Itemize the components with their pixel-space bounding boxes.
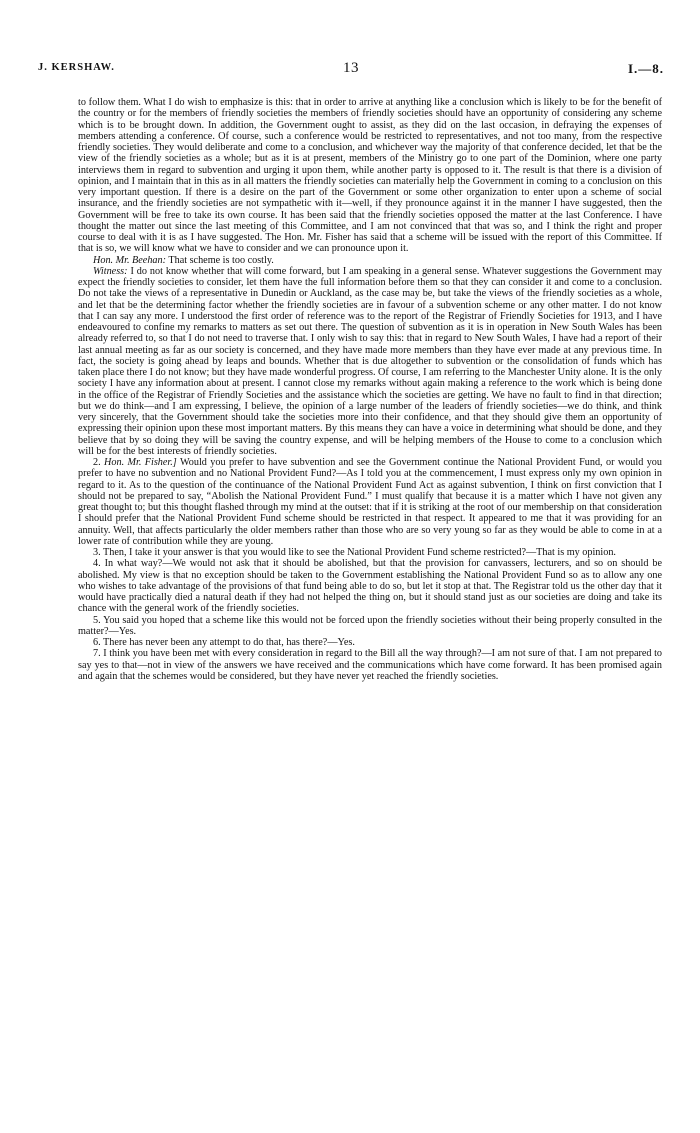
- page-body: [78, 97, 662, 682]
- question-7: 7. I think you have been met with every consideration in regard to the Bill all the way through?—I am not sure of that. I am not prepared to say yes to that—not in view of the answers we have received and the communications which have come forward. It has been promised again and again that the schemes would be considered, but they have never yet reached the friendly societies.: [78, 648, 663, 682]
- page-header: [38, 62, 664, 80]
- question-number: 2.: [93, 457, 101, 468]
- question-number: 4.: [93, 558, 101, 570]
- question-number: 3.: [93, 547, 101, 558]
- speaker-label: Hon. Mr. Beehan:: [93, 254, 166, 266]
- paragraph-witness: Witness: I do not know whether that will come forward, but I am speaking in a general sense. Whatever suggestions the Government may expect the friendly societies to consider, let them have the full information before them so that they can consider it and come to a conclusion. Do not take the views of a representative in Dunedin or Auckland, as the case may be, but take the views of the friendly societies as a whole, and let that be the determining factor whether the friendly societies are in favour of a subvention scheme or any other matter. I do not know that I can say any more. I understood the first order of reference was to the report of the Registrar of Friendly Societies for 1913, and I have endeavoured to confine my remarks to matters as set out there. The question of subvention as it is in operation in New South Wales has been already referred to, so that I do not need to traverse that. I only wish to say this: that in regard to New South Wales, I have had a report of their last annual meeting as far as our society is concerned, and they have made more members than they have ever made at any previous time. In fact, the society is going ahead by leaps and bounds. Whether that is due altogether to subvention or the consolidation of funds which has taken place there I do not know; but they have made wonderful progress. Of course, I am referring to the Manchester Unity alone. It is the only society I have any information about at present. I cannot close my remarks without again making a reference to the work which is being done in the office of the Registrar of Friendly Societies and the assistance which the societies are getting. We have no fault to find in that direction; but we do think—and I am expressing, I believe, the opinion of a large number of the leaders of friendly societies—we do think, and think very sincerely, that the Government should take the societies more into their confidence, and that they should give them an opportunity of expressing their opinion upon these most important matters. By this means they can have a voice in determining what should be done, and they believe that by so doing they will be saving the country expense, and will be helping members of the House to come to a conclusion which will be for the best interests of friendly societies.: [78, 265, 662, 457]
- page-number: 13: [343, 60, 359, 76]
- witness-name: J. KERSHAW.: [38, 62, 115, 73]
- question-number: 7.: [93, 648, 101, 660]
- question-4: 4. In what way?—We would not ask that it should be abolished, but that the provision for canvassers, lecturers, and so on should be abolished. My view is that no exception should be taken to the Government establishing the National Provident Fund so as to allow any one who wishes to take advantage of the provisions of that fund being able to do so, but let it stop at that. The Registrar told us the other day that it would have practically died a natural death if they had not helped the thing on, but it should stand just as our societies are doing and take its chance with the general work of the friendly societies.: [78, 558, 662, 615]
- question-5: 5. You said you hoped that a scheme like this would not be forced upon the friendly societies without their being properly consulted in the matter?—Yes.: [78, 614, 663, 637]
- question-6: 6. There has never been any attempt to do that, has there?—Yes.: [93, 637, 355, 648]
- paragraph-interjection: Hon. Mr. Beehan: That scheme is too costly.: [93, 254, 274, 266]
- document-reference: I.—8.: [627, 61, 664, 76]
- question-3: 3. Then, I take it your answer is that you would like to see the National Provident Fund scheme restricted?—That is my opinion.: [93, 547, 616, 558]
- question-number: 5.: [93, 614, 101, 626]
- paragraph-continuation: to follow them. What I do wish to emphasize is this: that in order to arrive at anything like a conclusion which is likely to be for the benefit of the country or for the members of friendly societies the members of friendly societies should have an opportunity of considering any scheme which is to be brought down. In addition, the Government ought to assist, as they did on the last occasion, in defraying the expenses of members attending a conference. Of course, such a conference would be restricted to representatives, and not too many, from the respective friendly societies. They would deliberate and come to a conclusion, and whichever way the majority of that conference decided, let that be the view of the friendly societies as a whole; but as it is at present, members of the Ministry go to one part of the Dominion, where one party interviews them in regard to subvention and urging it upon them, while another party is opposed to it. The result is that there is a division of opinion, and I maintain that in this as in all matters the friendly societies can materially help the Government in coming to a conclusion on this very important question. If there is a desire on the part of the Government or some other organization to enter upon a scheme of social insurance, and the friendly societies are not sympathetic with it—well, if they pronounce against it in the manner I have suggested, then the Government will be free to take its own course. It has been said that the friendly societies opposed the matter at the last Conference. I have thought the matter out since the last meeting of this Committee, and I am not convinced that that was so, and I think the right and proper course to deal with it is as I have suggested. The Hon. Mr. Fisher has said that a scheme will be issued with the report of this Committee. If that is so, we will know what we have to consider and we can pronounce upon it.: [78, 97, 662, 255]
- question-number: 6.: [93, 637, 101, 648]
- speaker-label: Hon. Mr. Fisher.]: [104, 457, 177, 468]
- question-2: 2. Hon. Mr. Fisher.] Would you prefer to have subvention and see the Government continue the National Provident Fund, or would you prefer to have no subvention and no National Provident Fund?—As I told you at the commencement, I must express only my own opinion in regard to it. As to the question of the continuance of the National Provident Fund Act as against subvention, I think on first conviction that I should not be prepared to say, “Abolish the National Provident Fund.” I must qualify that because it is a matter which I have not given any great thought to; but this thought flashed through my mind at the outset: that if it is striking at the root of our membership on that consideration I should prefer that the National Provident Fund scheme should be restricted in that respect. It appeared to me that it was providing for an annuity. Well, that affects particularly the older members rather than those who are so very young so far as they would be able to come in at a lower rate of contribution while they are young.: [78, 457, 662, 547]
- speaker-label: Witness:: [93, 265, 128, 277]
